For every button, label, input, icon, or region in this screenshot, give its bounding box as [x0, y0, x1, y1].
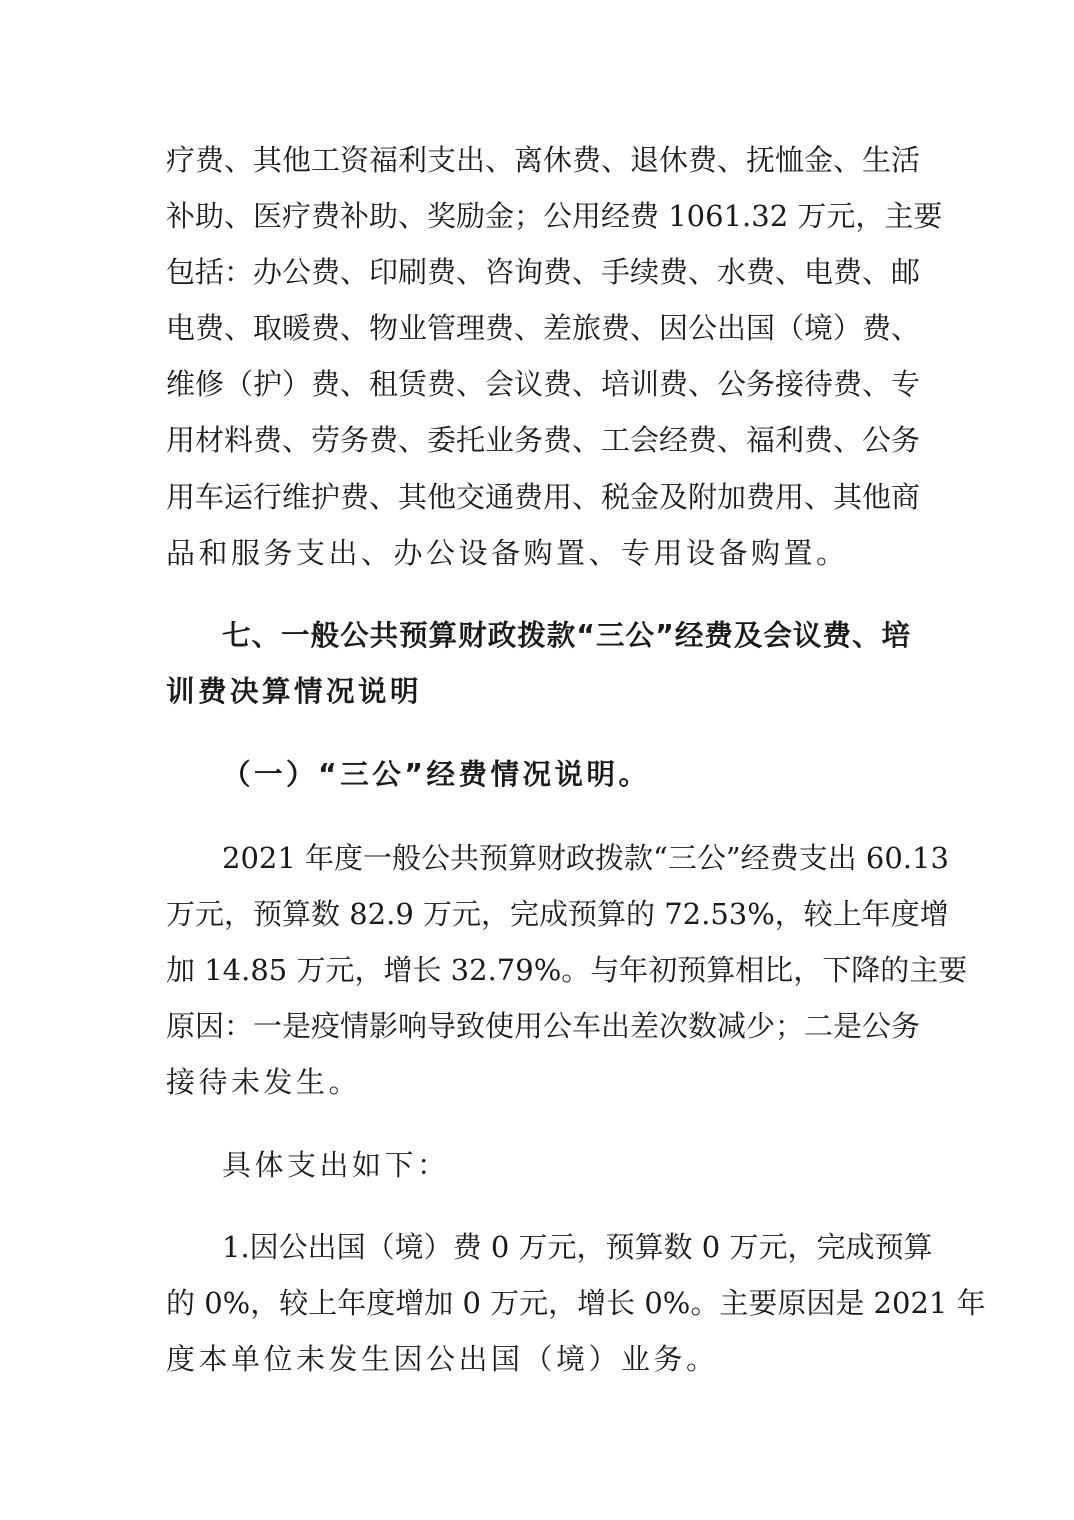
subheading: （一）“三公”经费情况说明。 [222, 758, 651, 791]
paragraph-line: 接待未发生。 [166, 1065, 362, 1099]
paragraph-line: 用车运行维护费、其他交通费用、税金及附加费用、其他商 [166, 480, 921, 514]
paragraph-line: 维修（护）费、租赁费、会议费、培训费、公务接待费、专 [166, 367, 921, 401]
paragraph-line: 1.因公出国（境）费 0 万元，预算数 0 万元，完成预算 [222, 1230, 933, 1264]
section-heading: 训费决算情况说明 [166, 675, 423, 708]
paragraph-line: 2021 年度一般公共预算财政拨款“三公”经费支出 60.13 [222, 841, 949, 875]
paragraph-line: 万元，预算数 82.9 万元，完成预算的 72.53%，较上年度增 [166, 897, 949, 931]
paragraph-line: 用材料费、劳务费、委托业务费、工会经费、福利费、公务 [166, 423, 921, 457]
paragraph-line: 电费、取暖费、物业管理费、差旅费、因公出国（境）费、 [166, 311, 921, 345]
paragraph-line: 补助、医疗费补助、奖励金；公用经费 1061.32 万元，主要 [166, 199, 943, 233]
paragraph-line: 度本单位未发生因公出国（境）业务。 [166, 1342, 719, 1376]
paragraph-line: 品和服务支出、办公设备购置、专用设备购置。 [166, 536, 849, 570]
paragraph-line: 原因：一是疫情影响导致使用公车出差次数减少；二是公务 [166, 1009, 921, 1043]
paragraph-line: 具体支出如下： [222, 1148, 450, 1182]
paragraph-line: 疗费、其他工资福利支出、离休费、退休费、抚恤金、生活 [166, 143, 921, 177]
section-heading: 七、一般公共预算财政拨款“三公”经费及会议费、培 [222, 619, 910, 652]
paragraph-line: 的 0%，较上年度增加 0 万元，增长 0%。主要原因是 2021 年 [166, 1286, 986, 1320]
paragraph-line: 包括：办公费、印刷费、咨询费、手续费、水费、电费、邮 [166, 255, 921, 289]
paragraph-line: 加 14.85 万元，增长 32.79%。与年初预算相比，下降的主要 [166, 953, 968, 987]
